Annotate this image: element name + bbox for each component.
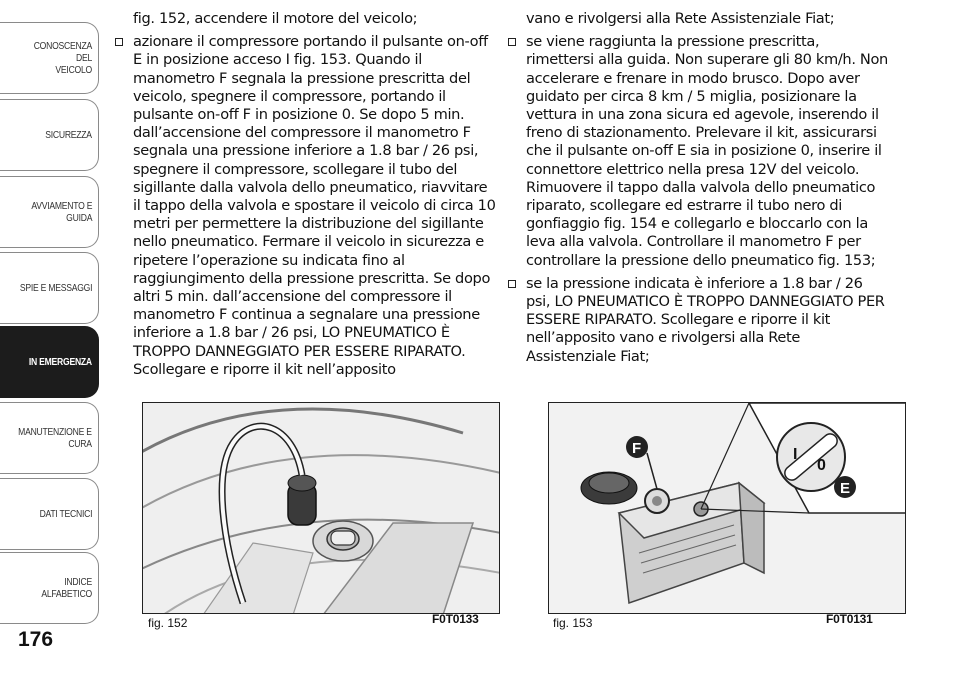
figure-152-valve-photo [142,402,500,614]
bullet-text: se viene raggiunta la pressione prescritta, rimettersi alla guida. Non superare gli 80 km/h. Non accelerare e frenare in modo brusco. Dopo aver guidato per circa 8 km / 5 miglia, posizionare la vettura in una zona sicura ed agevole, inserendo il freno di stazionamento. Prelevare il kit, assicurarsi che il pulsante on-off E sia in posizione 0, inserire il connettore elettrico nella presa 12V del veicolo. Rimuovere il tappo dalla valvola dello pneumatico riparato, scollegare ed estrarre il tubo nero di gonfiaggio fig. 154 e collegarlo e bloccarlo con la leva alla valvola. Controllare il manometro F per controllare la pressione dello pneumatico fig. 153; [526,33,888,269]
bullet-item [508,275,890,366]
page-number: 176 [18,628,54,651]
switch-on-label: I [793,446,798,463]
tab-spie-e-messaggi[interactable]: SPIE E MESSAGGI [0,252,99,324]
figure-153-compressor-photo [548,402,906,614]
figure-caption: fig. 153 [553,616,593,630]
intro-line: fig. 152, accendere il motore del veicolo; [133,10,418,27]
square-bullet-icon [115,38,123,46]
tab-indice-alfabetico[interactable]: INDICE ALFABETICO [0,552,99,624]
left-text-column [115,10,497,379]
square-bullet-icon [508,38,516,46]
figure-code: F0T0133 [432,612,479,626]
bullet-item [508,33,890,270]
bullet-text: azionare il compressore portando il pulsante on-off E in posizione acceso I fig. 153. Quando il manometro F segnala la pressione prescritta del veicolo, spegnere il compressore, portando il pulsante on-off F in posizione 0. Se dopo 5 min. dall’accensione del compressore il manometro F segnala una pressione inferiore a 1.8 bar / 26 psi, spegnere il compressore, scollegare il tubo del sigillante dalla valvola dello pneumatico, riavvitare il tappo della valvola e spostare il veicolo di circa 10 metri per permettere la distribuzione del sigillante nello pneumatico. Fermare il veicolo in sicurezza e ripetere l’operazione su indicata fino al raggiungimento della pressione prescritta. Se dopo altri 5 min. dall’accensione del compressore il manometro F continua a segnalare una pressione inferiore a 1.8 bar / 26 psi, LO PNEUMATICO È TROPPO DANNEGGIATO PER ESSERE RIPARATO. Scollegare e riporre il kit nell’apposito [133,33,496,378]
bullet-item [115,33,497,379]
tab-dati-tecnici[interactable]: DATI TECNICI [0,478,99,550]
tab-manutenzione-e-cura[interactable]: MANUTENZIONE E CURA [0,402,99,474]
right-text-column [508,10,890,366]
valve-with-hose-illustration [143,403,500,614]
square-bullet-icon [508,280,516,288]
bullet-text: se la pressione indicata è inferiore a 1.8 bar / 26 psi, LO PNEUMATICO È TROPPO DANNEGGIATO PER ESSERE RIPARATO. Scollegare e riporre il kit nell’apposito vano e rivolgersi alla Rete Assistenziale Fiat; [526,274,885,365]
figure-caption: fig. 152 [148,616,188,630]
tab-avviamento-e-guida[interactable]: AVVIAMENTO E GUIDA [0,176,99,248]
switch-off-label: 0 [817,457,826,474]
figure-code: F0T0131 [826,612,873,626]
tab-sicurezza[interactable]: SICUREZZA [0,99,99,171]
continuation-line: vano e rivolgersi alla Rete Assistenziale Fiat; [526,10,835,27]
label-e: E [840,480,851,497]
tab-conoscenza-del-veicolo[interactable]: CONOSCENZA DEL VEICOLO [0,22,99,94]
label-f: F [632,440,642,457]
compressor-illustration [549,403,906,614]
tab-in-emergenza[interactable]: IN EMERGENZA [0,326,99,398]
